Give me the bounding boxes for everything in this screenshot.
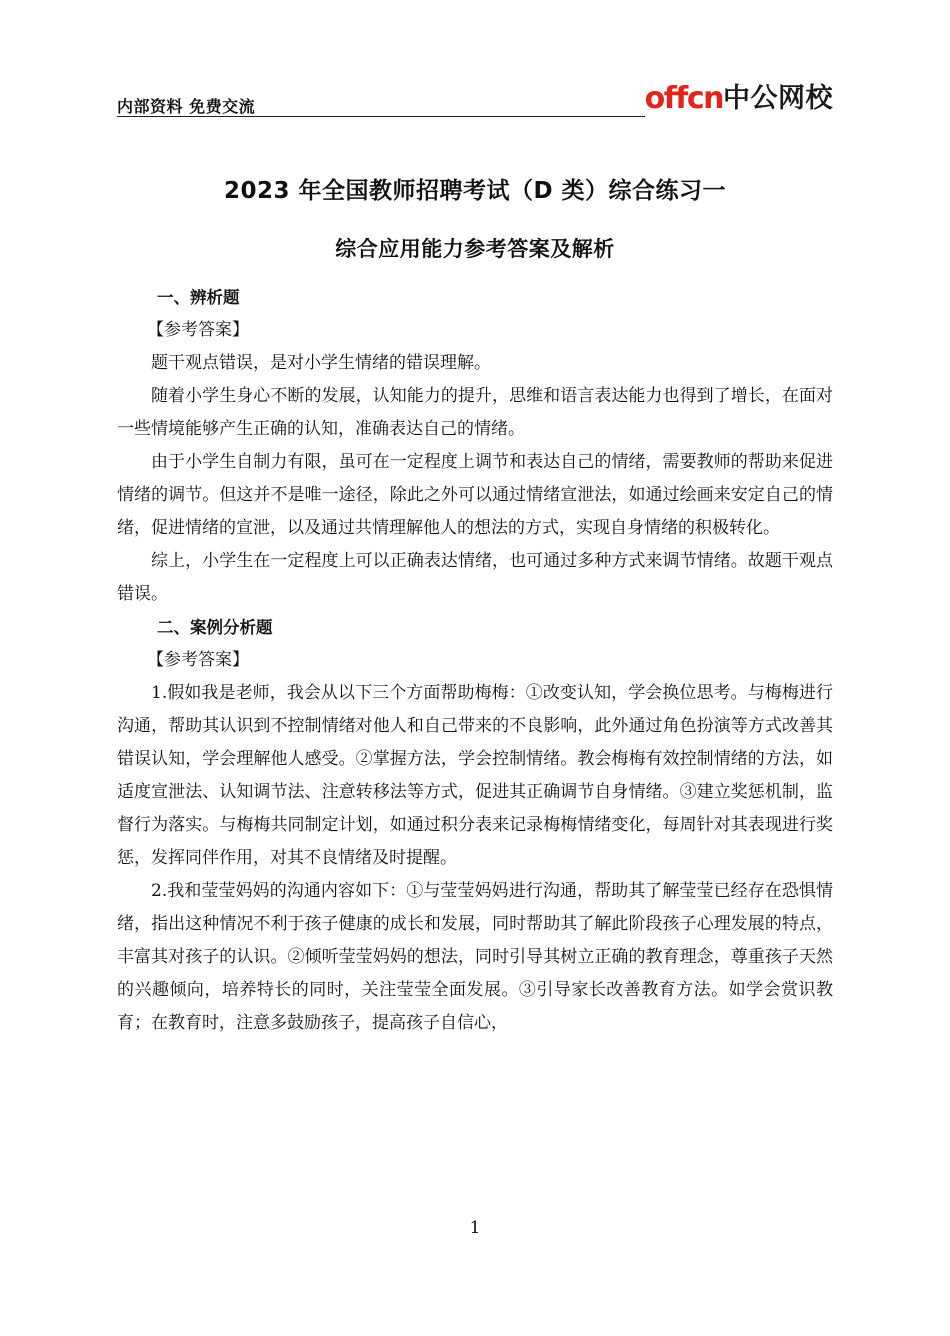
section-heading-analysis: 一、辨析题	[157, 288, 240, 307]
logo-chinese-text: 中公网校	[723, 83, 833, 114]
page-number: 1	[469, 1218, 481, 1238]
paragraph: 2.我和莹莹妈妈的沟通内容如下：①与莹莹妈妈进行沟通，帮助其了解莹莹已经存在恐惧情绪，指出这种情况不利于孩子健康的成长和发展，同时帮助其了解此阶段孩子心理发展的特点，丰富其对孩子的认识。②倾听莹莹妈妈的想法，同时引导其树立正确的教育理念，尊重孩子天然的兴趣倾向，培养特长的同时，关注莹莹全面发展。③引导家长改善教育方法。如学会赏识教育；在教育时，注意多鼓励孩子，提高孩子自信心，	[117, 881, 833, 1033]
paragraph: 1.假如我是老师，我会从以下三个方面帮助梅梅：①改变认知，学会换位思考。与梅梅进行沟通，帮助其认识到不控制情绪对他人和自己带来的不良影响，此外通过角色扮演等方式改善其错误认知，学会理解他人感受。②掌握方法，学会控制情绪。教会梅梅有效控制情绪的方法，如适度宣泄法、认知调节法、注意转移法等方式，促进其正确调节自身情绪。③建立奖惩机制，监督行为落实。与梅梅共同制定计划，如通过积分表来记录梅梅情绪变化，每周针对其表现进行奖惩，发挥同伴作用，对其不良情绪及时提醒。	[117, 683, 833, 868]
paragraph: 综上，小学生在一定程度上可以正确表达情绪，也可通过多种方式来调节情绪。故题干观点错误。	[117, 551, 833, 604]
header-internal-label: 内部资料 免费交流	[117, 97, 256, 116]
document-subtitle: 综合应用能力参考答案及解析	[335, 237, 615, 261]
header-divider	[117, 116, 645, 117]
document-title: 2023 年全国教师招聘考试（D 类）综合练习一	[223, 178, 727, 204]
answer-label: 【参考答案】	[147, 650, 249, 670]
offcn-logo	[645, 76, 833, 116]
logo-latin-text: offcn	[644, 81, 723, 116]
paragraph: 由于小学生自制力有限，虽可在一定程度上调节和表达自己的情绪，需要教师的帮助来促进情绪的调节。但这并不是唯一途径，除此之外可以通过情绪宣泄法，如通过绘画来安定自己的情绪，促进情绪的宣泄，以及通过共情理解他人的想法的方式，实现自身情绪的积极转化。	[117, 452, 833, 538]
page-header	[117, 76, 833, 118]
paragraph: 题干观点错误，是对小学生情绪的错误理解。	[151, 353, 491, 373]
section-heading-case-study: 二、案例分析题	[157, 618, 273, 637]
answer-label: 【参考答案】	[147, 320, 249, 340]
paragraph: 随着小学生身心不断的发展，认知能力的提升，思维和语言表达能力也得到了增长，在面对一些情境能够产生正确的认知，准确表达自己的情绪。	[117, 386, 833, 439]
document-body	[117, 281, 833, 1040]
